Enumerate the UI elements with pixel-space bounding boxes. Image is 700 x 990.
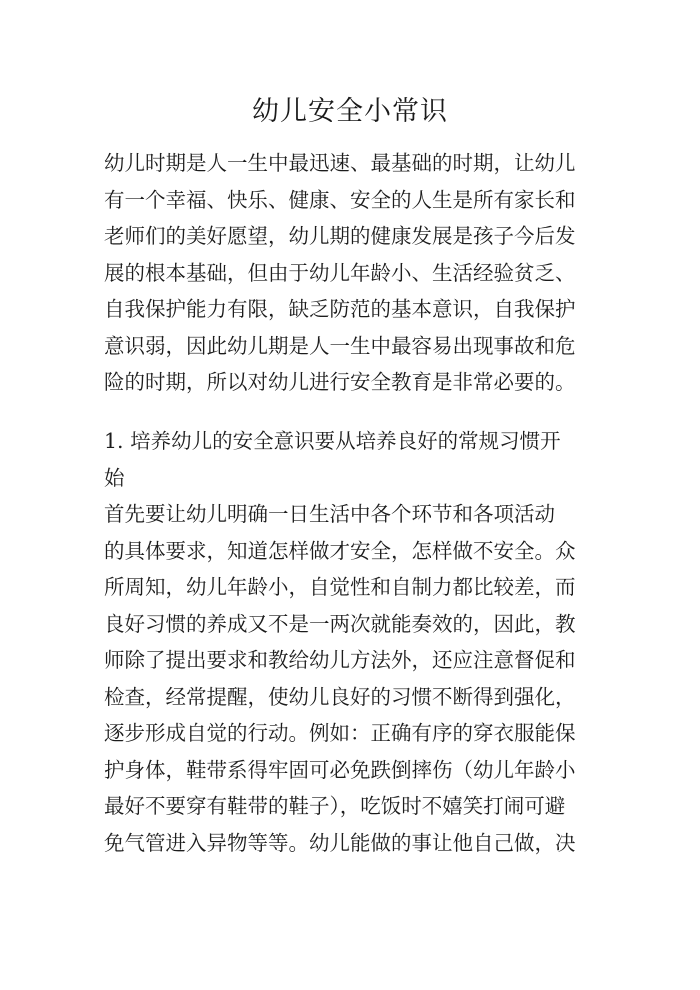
text-line: 险的时期，所以对幼儿进行安全教育是非常必要的。: [104, 370, 576, 394]
text-line: 师除了提出要求和教给幼儿方法外，还应注意督促和: [104, 648, 576, 672]
text-line: 护身体，鞋带系得牢固可必免跌倒摔伤（幼儿年龄小: [104, 757, 576, 782]
text-line: 最好不要穿有鞋带的鞋子），吃饭时不嬉笑打闹可避: [104, 794, 566, 818]
section-1-body: [104, 496, 604, 861]
text-line: 展的根本基础，但由于幼儿年龄小、生活经验贫乏、: [104, 260, 576, 285]
text-line: 逐步形成自觉的行动。例如：正确有序的穿衣服能保: [104, 721, 576, 745]
text-line: 自我保护能力有限，缺乏防范的基本意识，自我保护: [104, 297, 576, 321]
text-line: 的具体要求，知道怎样做才安全，怎样做不安全。众: [104, 538, 576, 563]
document-title: 幼儿安全小常识: [252, 96, 448, 127]
intro-paragraph: [104, 145, 604, 401]
text-line: 所周知，幼儿年龄小，自觉性和自制力都比较差，而: [104, 575, 576, 599]
text-line: 检查，经常提醒，使幼儿良好的习惯不断得到强化，: [104, 684, 576, 709]
text-line: 幼儿时期是人一生中最迅速、最基础的时期，让幼儿: [104, 151, 576, 175]
heading-line: 始: [104, 465, 125, 490]
heading-line: 1. 培养幼儿的安全意识要从培养良好的常规习惯开: [104, 429, 561, 453]
text-line: 意识弱，因此幼儿期是人一生中最容易出现事故和危: [104, 333, 576, 358]
text-line: 良好习惯的养成又不是一两次就能奏效的，因此，教: [104, 611, 576, 636]
text-line: 老师们的美好愿望，幼儿期的健康发展是孩子今后发: [104, 224, 576, 248]
text-line: 有一个幸福、快乐、健康、安全的人生是所有家长和: [104, 187, 576, 212]
text-line: 免气管进入异物等等。幼儿能做的事让他自己做，决: [104, 830, 576, 855]
section-1-heading: [104, 423, 604, 496]
text-line: 首先要让幼儿明确一日生活中各个环节和各项活动: [104, 502, 555, 526]
